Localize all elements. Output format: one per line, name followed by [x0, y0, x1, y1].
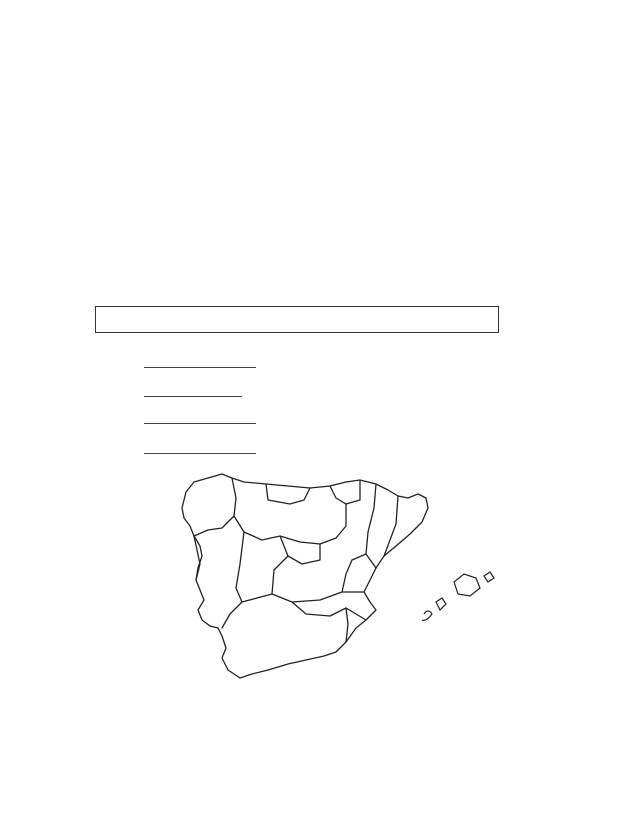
answer-blank-4[interactable] — [144, 441, 256, 454]
region-boundary-castile-leon — [234, 504, 346, 544]
region-boundary-madrid — [280, 536, 320, 564]
word-bank — [95, 306, 499, 333]
sentence-2 — [134, 384, 245, 401]
answer-blank-1[interactable] — [144, 355, 256, 368]
region-boundary-andalucia — [222, 602, 366, 628]
sentence-3 — [134, 411, 259, 428]
region-boundary-catalonia — [384, 496, 398, 556]
region-boundary-extremadura — [236, 532, 272, 602]
region-boundary-aragon — [366, 484, 376, 568]
region-boundary-basque — [330, 480, 360, 504]
spain-outline — [182, 474, 428, 678]
region-boundary-valencia — [342, 554, 366, 592]
spain-regions-map — [170, 464, 500, 704]
sentence-1 — [134, 355, 259, 372]
portugal-border — [194, 536, 200, 580]
answer-blank-2[interactable] — [144, 384, 242, 397]
balearic-islands — [422, 572, 494, 620]
sentence-4 — [134, 441, 259, 458]
answer-blank-3[interactable] — [144, 411, 256, 424]
region-boundary-murcia — [346, 608, 348, 642]
region-boundary-galicia — [194, 478, 236, 536]
